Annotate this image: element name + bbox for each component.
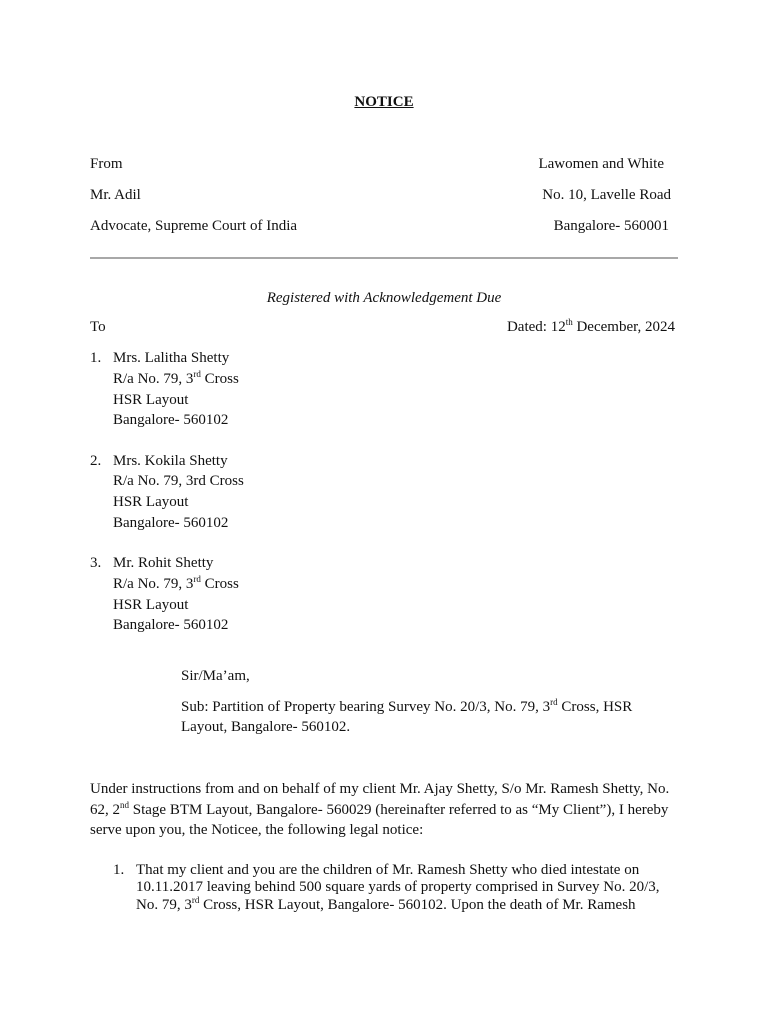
addressee-area: HSR Layout [113,597,189,613]
point-line-3: No. 79, 3rd Cross, HSR Layout, Bangalore- 560102. Upon the death of Mr. Ramesh [136,895,636,913]
salutation: Sir/Ma’am, [181,668,250,684]
addressee-city: Bangalore- 560102 [113,412,229,428]
addressee-number: 1. [90,350,102,366]
registered-ad-line: Registered with Acknowledgement Due [266,290,502,306]
firm-city: Bangalore- 560001 [553,218,669,234]
addressee-area: HSR Layout [113,392,189,408]
intro-line-3: serve upon you, the Noticee, the following legal notice: [90,822,424,838]
notice-title: NOTICE [354,94,414,110]
sender-name: Mr. Adil [90,187,141,203]
addressee-address: R/a No. 79, 3rd Cross [113,369,239,387]
addressee-area: HSR Layout [113,494,189,510]
addressee-name: Mrs. Kokila Shetty [113,453,228,469]
point-number: 1. [113,862,125,878]
addressee-address: R/a No. 79, 3rd Cross [113,473,244,489]
addressee-address: R/a No. 79, 3rd Cross [113,574,239,592]
addressee-number: 2. [90,453,102,469]
firm-name: Lawomen and White [538,156,664,172]
subject-line-2: Layout, Bangalore- 560102. [181,719,351,735]
intro-line-1: Under instructions from and on behalf of my client Mr. Ajay Shetty, S/o Mr. Ramesh Shetty, No. [90,781,670,797]
dated-line: Dated: 12th December, 2024 [506,317,675,335]
addressee-city: Bangalore- 560102 [113,515,229,531]
sender-designation: Advocate, Supreme Court of India [90,218,298,234]
intro-line-2: 62, 2nd Stage BTM Layout, Bangalore- 560029 (hereinafter referred to as “My Client”), I hereby [90,800,669,818]
subject-line-1: Sub: Partition of Property bearing Survey No. 20/3, No. 79, 3rd Cross, HSR [181,697,633,715]
header-divider [90,257,678,259]
addressee-name: Mr. Rohit Shetty [113,555,214,571]
addressee-city: Bangalore- 560102 [113,617,229,633]
point-line-1: That my client and you are the children of Mr. Ramesh Shetty who died intestate on [136,862,640,878]
point-line-2: 10.11.2017 leaving behind 500 square yards of property comprised in Survey No. 20/3, [136,879,660,895]
firm-address: No. 10, Lavelle Road [542,187,671,203]
to-label: To [90,319,106,335]
addressee-number: 3. [90,555,102,571]
from-label: From [90,156,123,172]
addressee-name: Mrs. Lalitha Shetty [113,350,230,366]
